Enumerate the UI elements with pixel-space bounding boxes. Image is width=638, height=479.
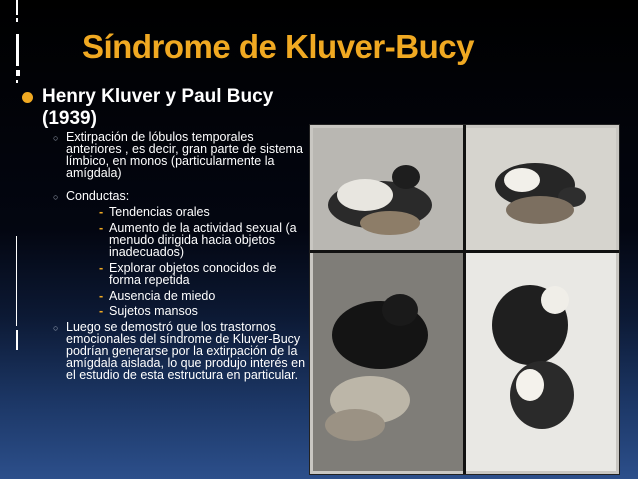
main-bullet — [22, 86, 302, 130]
circle-bullet-icon: ○ — [53, 323, 59, 333]
subpoint-2 — [53, 189, 306, 203]
subpoint-1 — [53, 130, 306, 180]
dash-bullet-icon: - — [99, 221, 104, 235]
bullet-dot-icon — [22, 92, 33, 103]
dash-bullet-icon: - — [99, 205, 104, 219]
slide-title: Síndrome de Kluver-Bucy — [82, 28, 474, 65]
behavior-text: Sujetos mansos — [109, 304, 198, 318]
subpoint-3 — [53, 320, 306, 382]
behavior-text: Ausencia de miedo — [109, 289, 216, 303]
behavior-item — [99, 289, 309, 303]
circle-bullet-icon: ○ — [53, 192, 59, 202]
behavior-item — [99, 304, 309, 318]
behavior-text: Explorar objetos conocidos de forma repetida — [109, 261, 277, 287]
behavior-item — [99, 221, 309, 259]
main-bullet-text: Henry Kluver y Paul Bucy (1939) — [42, 86, 274, 129]
dash-bullet-icon: - — [99, 304, 104, 318]
behavior-text: Tendencias orales — [109, 205, 210, 219]
subpoint-text: Conductas: — [66, 189, 130, 203]
subpoint-text: Luego se demostró que los trastornos emocionales del síndrome de Kluver-Bucy podrían generarse por la extirpación de la amígdala aislada, lo que produjo interés en el estudio de esta estructura en particular. — [66, 320, 306, 382]
dash-bullet-icon: - — [99, 289, 104, 303]
behavior-item — [99, 261, 309, 287]
subpoint-text: Extirpación de lóbulos temporales anteriores , es decir, gran parte de sistema límbico, en monos (particularmente la amígdala) — [66, 130, 303, 180]
dash-bullet-icon: - — [99, 261, 104, 275]
behavior-item — [99, 205, 309, 219]
photo-cats-monkeys — [309, 124, 620, 475]
photo-illustration — [310, 125, 619, 474]
behavior-text: Aumento de la actividad sexual (a menudo dirigida hacia objetos inadecuados) — [109, 221, 297, 259]
circle-bullet-icon: ○ — [53, 133, 59, 143]
